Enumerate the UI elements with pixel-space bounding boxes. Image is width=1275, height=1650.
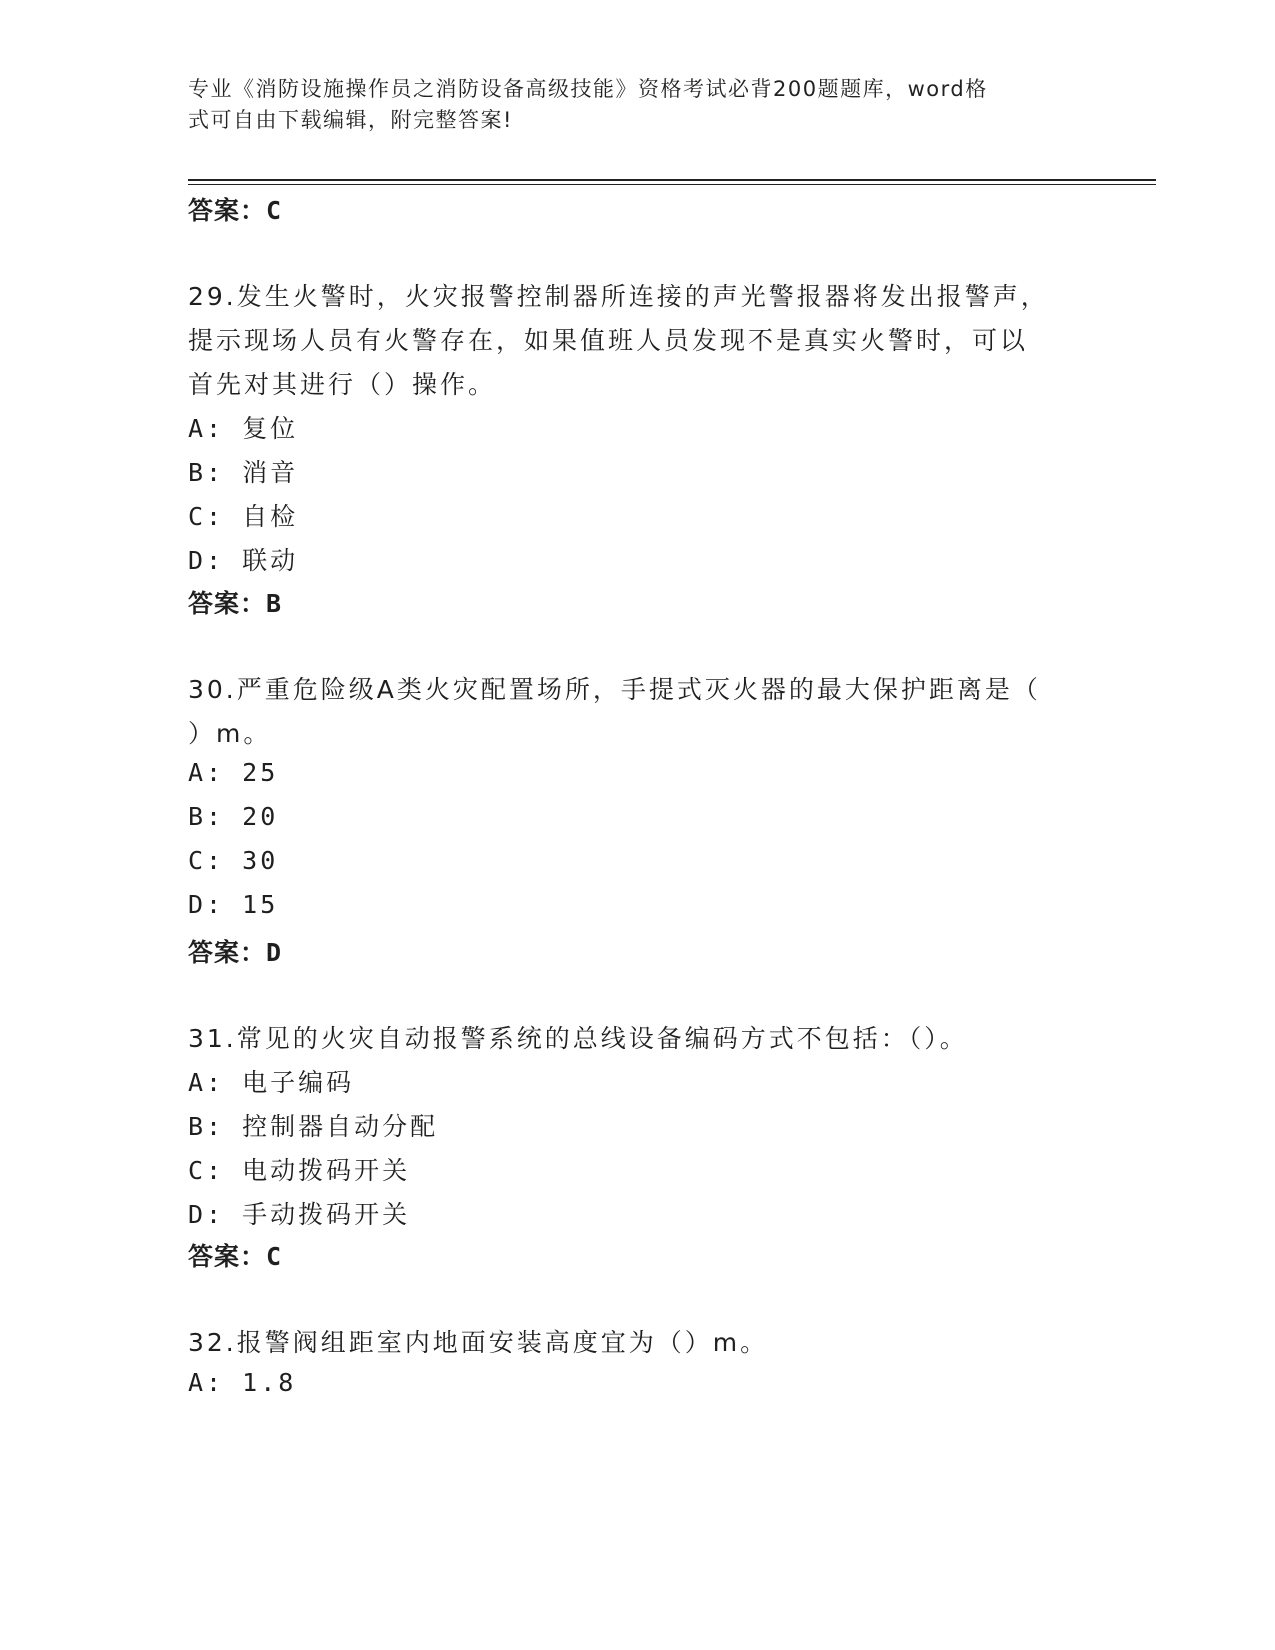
question-32-line-1: 32.报警阀组距室内地面安装高度宜为（）m。 [188, 1328, 769, 1357]
question-31-option-c: C: 电动拨码开关 [188, 1156, 411, 1185]
question-30-option-b: B: 20 [188, 802, 279, 831]
question-29-line-1: 29.发生火警时，火灾报警控制器所连接的声光警报器将发出报警声， [188, 282, 1049, 311]
question-30-option-a: A: 25 [188, 758, 279, 787]
question-29-option-d: D: 联动 [188, 546, 299, 575]
question-32-option-a: A: 1.8 [188, 1368, 297, 1397]
header-line-1: 专业《消防设施操作员之消防设备高级技能》资格考试必背200题题库，word格 [188, 77, 988, 101]
question-29-line-3: 首先对其进行（）操作。 [188, 370, 497, 399]
question-31-line-1: 31.常见的火灾自动报警系统的总线设备编码方式不包括：（）。 [188, 1024, 968, 1053]
question-29-answer: 答案：B [188, 589, 283, 618]
previous-answer: 答案：C [188, 196, 283, 225]
header-rule-thin [188, 184, 1156, 185]
document-header [188, 74, 1068, 136]
question-31-option-d: D: 手动拨码开关 [188, 1200, 411, 1229]
question-30-line-2: ）m。 [188, 719, 272, 748]
question-29-line-2: 提示现场人员有火警存在，如果值班人员发现不是真实火警时，可以 [188, 326, 1029, 355]
header-line-2: 式可自由下载编辑，附完整答案! [188, 108, 513, 132]
question-31-option-b: B: 控制器自动分配 [188, 1112, 439, 1141]
question-30-option-d: D: 15 [188, 890, 279, 919]
question-29-option-c: C: 自检 [188, 502, 299, 531]
question-30-line-1: 30.严重危险级A类火灾配置场所，手提式灭火器的最大保护距离是（ [188, 675, 1041, 704]
question-31-option-a: A: 电子编码 [188, 1068, 355, 1097]
question-30-option-c: C: 30 [188, 846, 279, 875]
question-31-answer: 答案：C [188, 1242, 283, 1271]
question-29-option-a: A: 复位 [188, 414, 299, 443]
question-29-option-b: B: 消音 [188, 458, 299, 487]
question-30-answer: 答案：D [188, 938, 283, 967]
header-rule-thick [188, 179, 1156, 181]
